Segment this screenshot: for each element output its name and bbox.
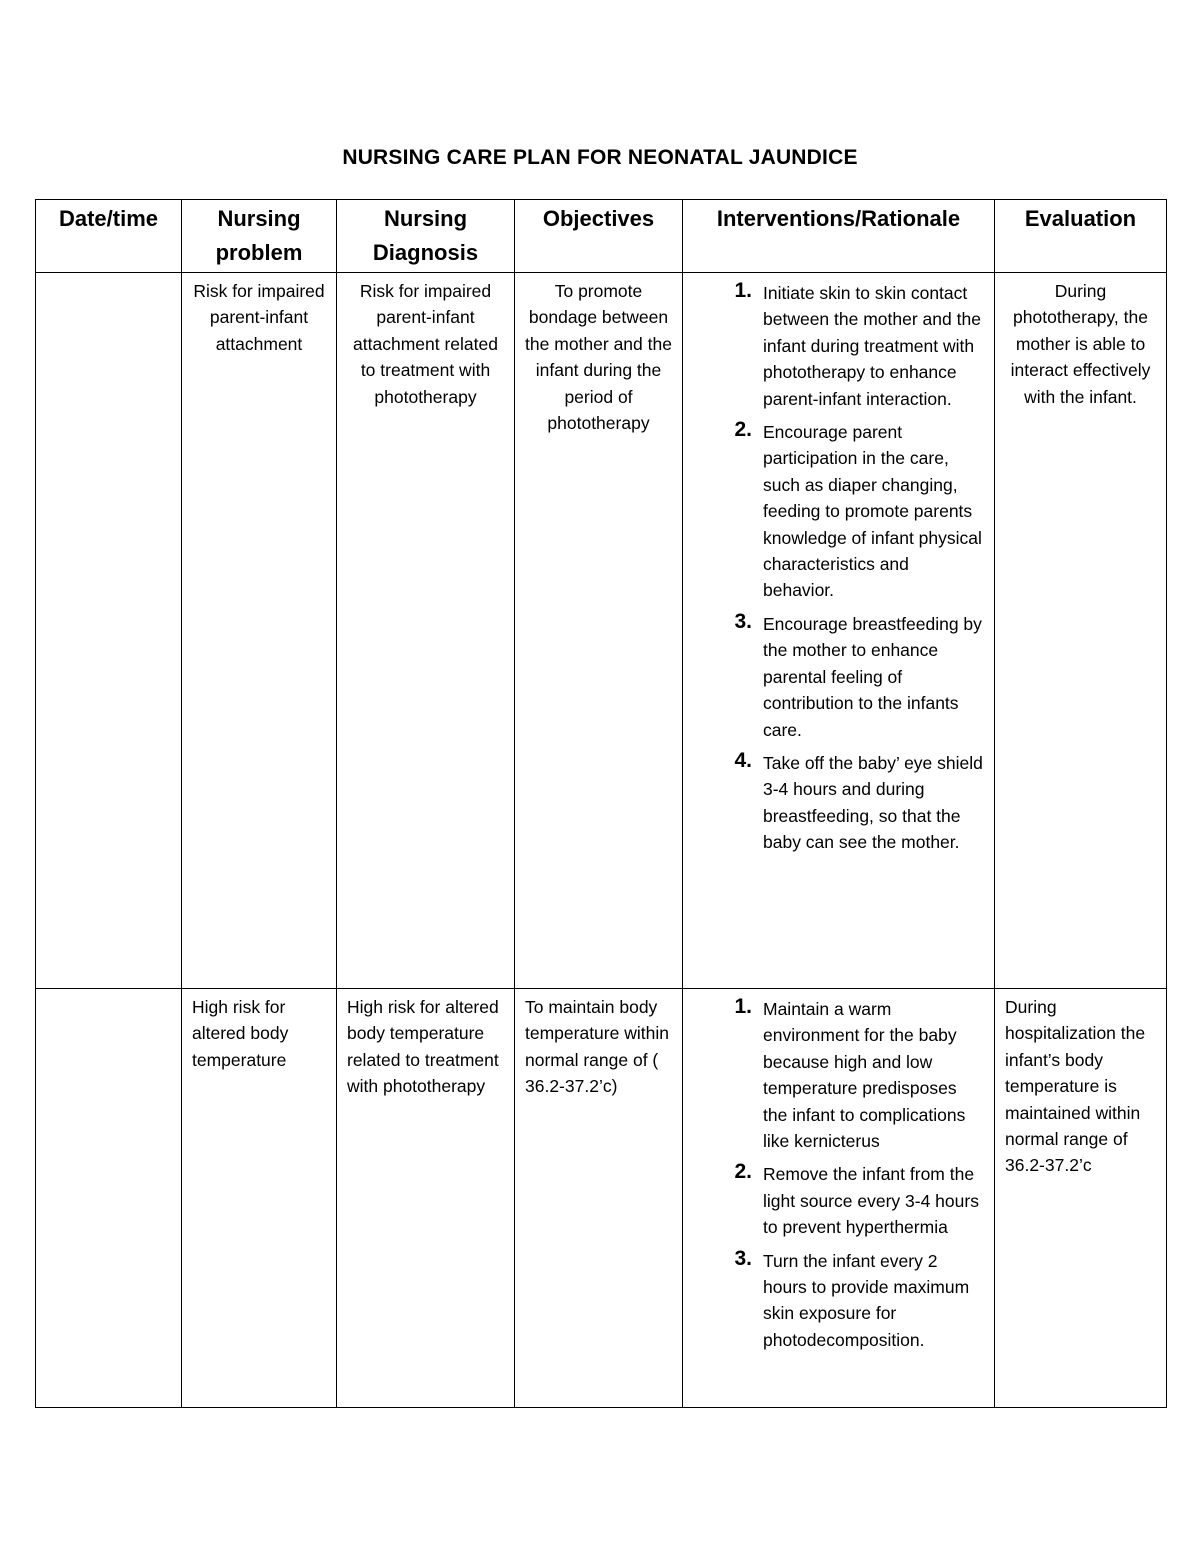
cell-interventions	[683, 273, 995, 989]
list-number: 2.	[734, 1160, 752, 1184]
list-number: 2.	[734, 418, 752, 442]
list-number: 3.	[734, 609, 752, 633]
cell-date-time	[36, 273, 182, 989]
table-row	[36, 273, 1167, 989]
interventions-list	[693, 994, 984, 1353]
header-row	[36, 200, 1167, 273]
header-objectives: Objectives	[515, 200, 683, 273]
cell-nursing-problem: Risk for impaired parent-infant attachment	[182, 273, 337, 989]
care-plan-table	[35, 199, 1167, 1408]
list-item	[693, 748, 984, 856]
list-text: Encourage parent participation in the care, such as diaper changing, feeding to promote parents knowledge of infant physical characteristics and behavior.	[763, 422, 982, 601]
cell-nursing-diagnosis: High risk for altered body temperature related to treatment with phototherapy	[337, 989, 515, 1408]
cell-nursing-problem: High risk for altered body temperature	[182, 989, 337, 1408]
cell-date-time	[36, 989, 182, 1408]
list-text: Take off the baby’ eye shield 3-4 hours and during breastfeeding, so that the baby can see the mother.	[763, 752, 983, 853]
cell-nursing-diagnosis: Risk for impaired parent-infant attachment related to treatment with phototherapy	[337, 273, 515, 989]
list-item	[693, 1159, 984, 1240]
list-item	[693, 417, 984, 604]
header-nursing-diagnosis: Nursing Diagnosis	[337, 200, 515, 273]
header-nursing-problem: Nursing problem	[182, 200, 337, 273]
list-item	[693, 609, 984, 743]
page-title: NURSING CARE PLAN FOR NEONATAL JAUNDICE	[342, 146, 858, 169]
list-number: 4.	[734, 748, 752, 772]
list-text: Turn the infant every 2 hours to provide maximum skin exposure for photodecomposition.	[763, 1250, 970, 1350]
list-number: 3.	[734, 1246, 752, 1270]
list-text: Maintain a warm environment for the baby because high and low temperature predisposes the infant to complications like kernicterus	[763, 999, 966, 1152]
cell-interventions	[683, 989, 995, 1408]
cell-objectives: To promote bondage between the mother and the infant during the period of phototherapy	[515, 273, 683, 989]
interventions-list	[693, 278, 984, 856]
list-text: Encourage breastfeeding by the mother to enhance parental feeling of contribution to the infants care.	[763, 613, 982, 740]
cell-objectives: To maintain body temperature within normal range of ( 36.2-37.2’c)	[515, 989, 683, 1408]
header-evaluation: Evaluation	[995, 200, 1167, 273]
header-date-time: Date/time	[36, 200, 182, 273]
cell-evaluation: During hospitalization the infant’s body temperature is maintained within normal range of 36.2-37.2’c	[995, 989, 1167, 1408]
list-item	[693, 1246, 984, 1354]
list-item	[693, 994, 984, 1154]
list-text: Remove the infant from the light source every 3-4 hours to prevent hyperthermia	[763, 1164, 979, 1238]
list-number: 1.	[734, 279, 752, 302]
header-interventions: Interventions/Rationale	[683, 200, 995, 273]
list-number: 1.	[734, 995, 752, 1018]
list-text: Initiate skin to skin contact between the mother and the infant during treatment with phototherapy to enhance parent-infant interaction.	[763, 283, 981, 409]
table-row	[36, 989, 1167, 1408]
cell-evaluation: During phototherapy, the mother is able to interact effectively with the infant.	[995, 273, 1167, 989]
list-item	[693, 278, 984, 412]
